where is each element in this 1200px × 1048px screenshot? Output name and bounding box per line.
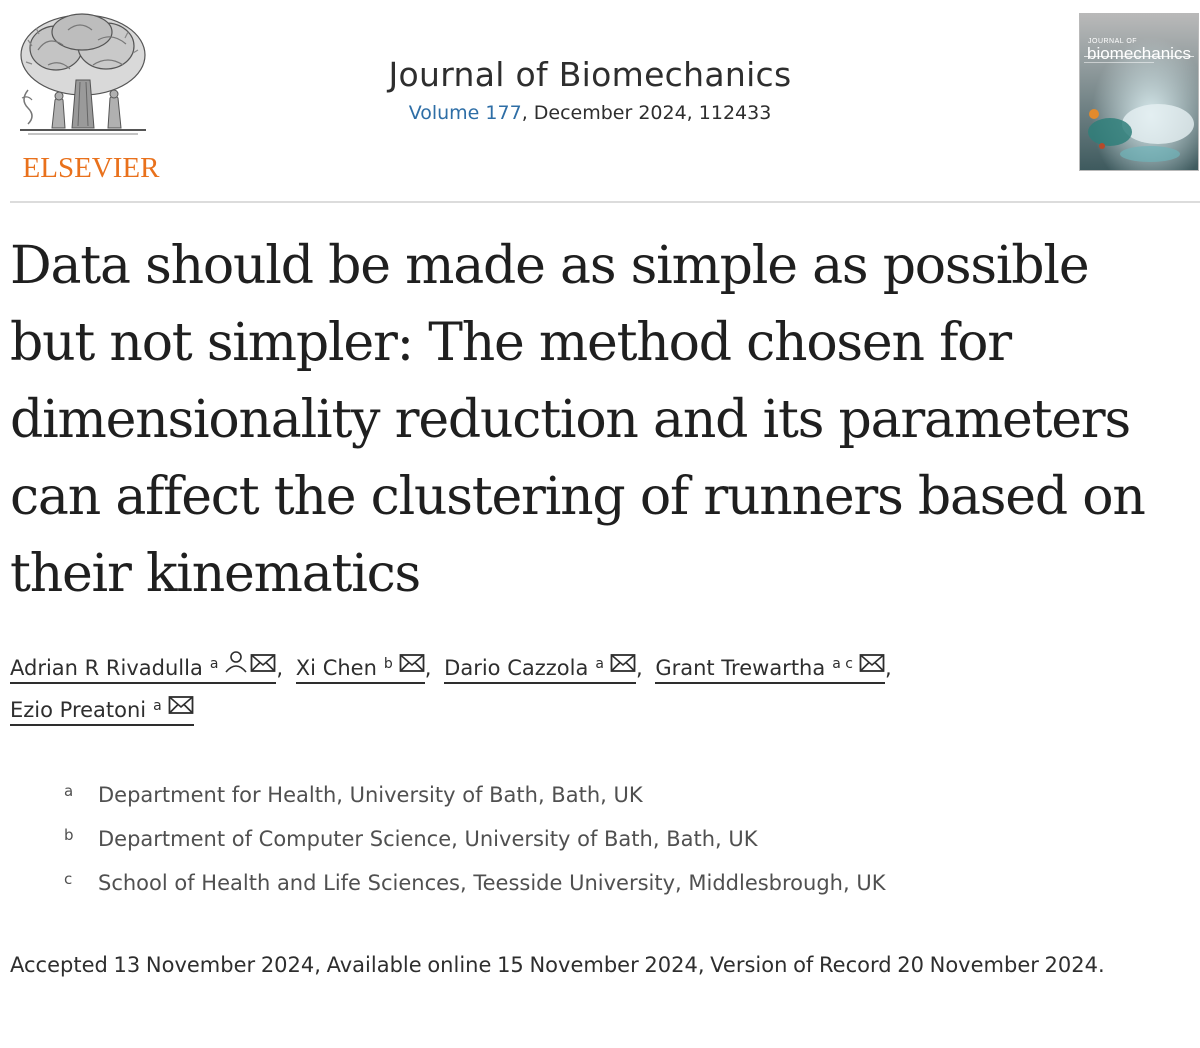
journal-issue: [330, 98, 850, 128]
author-affiliation-marker: a: [153, 698, 162, 714]
email-icon[interactable]: [250, 653, 276, 679]
author-list: [10, 647, 1190, 731]
author-affiliation-marker: a c: [832, 656, 853, 672]
author-name: Xi Chen: [295, 656, 377, 680]
author-name: Dario Cazzola: [444, 656, 589, 680]
cover-title: biomechanics: [1087, 44, 1191, 63]
affiliation-item: [64, 864, 1164, 908]
author-name: Grant Trewartha: [655, 656, 826, 680]
author-link[interactable]: [444, 655, 636, 684]
volume-link[interactable]: Volume 177: [408, 102, 522, 124]
author-name: Adrian R Rivadulla: [10, 656, 203, 680]
affiliation-text: School of Health and Life Sciences, Teesside University, Middlesbrough, UK: [98, 871, 886, 895]
affiliation-text: Department of Computer Science, University of Bath, Bath, UK: [98, 827, 758, 851]
author-row-1: [10, 647, 1190, 689]
cover-subtitle: JOURNAL OF: [1088, 38, 1138, 45]
author-row-2: [10, 689, 1190, 731]
affiliation-item: [64, 776, 1164, 820]
author-name: Ezio Preatoni: [10, 698, 147, 722]
affiliation-label: c: [64, 870, 73, 888]
person-icon[interactable]: [224, 651, 248, 679]
journal-info: [330, 52, 850, 128]
journal-title[interactable]: Journal of Biomechanics: [388, 55, 792, 94]
author-link[interactable]: [296, 655, 425, 684]
author-link[interactable]: [10, 653, 276, 684]
author-separator: ,: [424, 656, 432, 680]
email-icon[interactable]: [610, 653, 636, 679]
author-affiliation-marker: a: [209, 656, 219, 672]
issue-details: , December 2024, 112433: [521, 102, 772, 124]
elsevier-tree-icon: [8, 10, 158, 145]
article-header: [0, 0, 1200, 203]
affiliation-list: [64, 776, 1164, 908]
author-separator: ,: [276, 656, 284, 680]
author-affiliation-marker: b: [383, 656, 393, 672]
affiliation-item: [64, 820, 1164, 864]
affiliation-text: Department for Health, University of Bath, Bath, UK: [98, 783, 643, 807]
publisher-name: ELSEVIER: [22, 152, 160, 184]
author-separator: ,: [635, 656, 643, 680]
header-divider: [10, 201, 1200, 203]
author-link[interactable]: [10, 697, 194, 726]
journal-cover-thumbnail[interactable]: [1079, 13, 1199, 171]
email-icon[interactable]: [168, 695, 194, 721]
affiliation-label: a: [64, 782, 74, 800]
elsevier-logo[interactable]: [8, 10, 160, 184]
author-link[interactable]: [655, 655, 885, 684]
article-title: Data should be made as simple as possible but not simpler: The method chosen for dimensionality reduction and its parameters can affect the clustering of runners based on their kinematics: [10, 236, 1145, 604]
email-icon[interactable]: [399, 653, 425, 679]
affiliation-label: b: [64, 826, 74, 844]
author-separator: ,: [884, 656, 892, 680]
publication-dates: Accepted 13 November 2024, Available online 15 November 2024, Version of Record 20 November 2024.: [10, 953, 1105, 977]
email-icon[interactable]: [859, 653, 885, 679]
author-affiliation-marker: a: [595, 656, 604, 672]
